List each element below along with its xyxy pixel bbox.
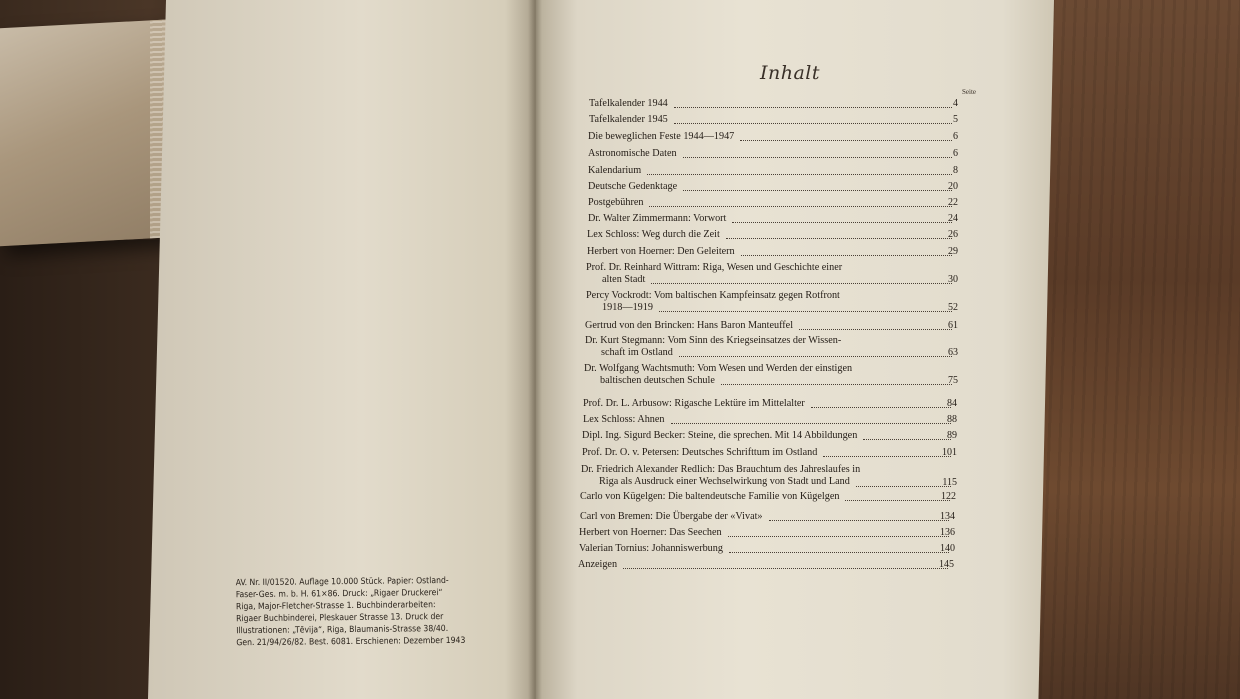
toc-leader-dots (674, 99, 952, 108)
toc-entry-text: Percy Vockrodt: Vom baltischen Kampfeinsatz gegen Rotfront (586, 290, 840, 301)
toc-entry-continuation: baltischen deutschen Schule (600, 375, 715, 386)
toc-entry-continuation: 1918—1919 (602, 302, 653, 313)
toc-entry-continuation: schaft im Ostland (601, 347, 673, 358)
imprint-line: Illustrationen: „Tēvija“, Riga, Blaumanis-Strasse 38/40. (236, 623, 449, 636)
toc-leader-dots (671, 415, 952, 424)
toc-leader-dots (728, 528, 949, 537)
toc-leader-dots (651, 275, 952, 284)
toc-entry-text: Prof. Dr. Reinhard Wittram: Riga, Wesen und Geschichte einer (586, 262, 843, 273)
toc-entry-text: Lex Schloss: Weg durch die Zeit (587, 229, 720, 240)
toc-entry-text: Herbert von Hoerner: Den Geleitern (587, 246, 735, 257)
toc-leader-dots (811, 399, 951, 408)
toc-leader-dots (741, 247, 952, 256)
toc-entry-text: Carlo von Kügelgen: Die baltendeutsche Familie von Kügelgen (580, 491, 840, 502)
toc-page-number: 101 (942, 447, 957, 458)
toc-leader-dots (769, 512, 949, 521)
toc-page-number: 29 (948, 246, 958, 257)
toc-page-number: 75 (948, 375, 958, 386)
toc-page-number: 122 (941, 491, 956, 502)
toc-entry-text: Tafelkalender 1944 (589, 98, 668, 109)
toc-entry-text: Dipl. Ing. Sigurd Becker: Steine, die sprechen. Mit 14 Abbildungen (582, 430, 858, 441)
toc-leader-dots (659, 303, 952, 312)
toc-entry-text: Dr. Wolfgang Wachtsmuth: Vom Wesen und Werden der einstigen (584, 363, 853, 374)
toc-entry-text: Deutsche Gedenktage (588, 181, 678, 192)
toc-entry-text: Anzeigen (578, 559, 618, 570)
toc-page-number: 115 (942, 477, 957, 488)
toc-entry-text: Tafelkalender 1945 (589, 114, 668, 125)
toc-leader-dots (740, 132, 952, 141)
toc-entry-text: Prof. Dr. O. v. Petersen: Deutsches Schrifttum im Ostland (582, 447, 818, 458)
toc-entry-text: Valerian Tornius: Johanniswerbung (579, 543, 723, 554)
toc-page-number: 26 (948, 229, 958, 240)
imprint-line: Rigaer Buchbinderei, Pleskauer Strasse 13. Druck der (236, 611, 444, 624)
toc-leader-dots (674, 115, 952, 124)
toc-page-number: 136 (940, 527, 955, 538)
toc-leader-dots (726, 230, 952, 239)
toc-page-number: 140 (940, 543, 955, 554)
toc-entry-text: Die beweglichen Feste 1944—1947 (588, 131, 735, 142)
toc-entry-text: Lex Schloss: Ahnen (583, 414, 665, 425)
toc-page-number: 84 (947, 398, 957, 409)
toc-entry-text: Astronomische Daten (588, 148, 677, 159)
toc-page-number: 22 (948, 197, 958, 208)
toc-page-number: 61 (948, 320, 958, 331)
toc-leader-dots (647, 166, 952, 175)
imprint-line: AV. Nr. II/01520. Auflage 10.000 Stück. Papier: Ostland- (235, 575, 449, 589)
toc-title: Inhalt (759, 62, 821, 84)
toc-leader-dots (732, 214, 952, 223)
toc-page-number: 20 (948, 181, 958, 192)
toc-entry-continuation: alten Stadt (602, 274, 646, 285)
toc-page-number: 8 (953, 165, 958, 176)
toc-page-number: 24 (948, 213, 958, 224)
toc-page-number: 63 (948, 347, 958, 358)
toc-entry-text: Prof. Dr. L. Arbusow: Rigasche Lektüre im Mittelalter (583, 398, 805, 409)
toc-entry-text: Dr. Walter Zimmermann: Vorwort (588, 213, 727, 224)
toc-leader-dots (683, 149, 952, 158)
toc-page-number: 6 (953, 131, 958, 142)
toc-entry-text: Gertrud von den Brincken: Hans Baron Manteuffel (585, 320, 794, 331)
toc-leader-dots (823, 448, 951, 457)
page-column-header: Seite (962, 88, 976, 96)
toc-entry-text: Dr. Friedrich Alexander Redlich: Das Brauchtum des Jahreslaufes in (581, 464, 861, 475)
imprint-line: Faser-Ges. m. b. H. 61×86. Druck: „Rigaer Druckerei“ (235, 587, 443, 601)
toc-page-number: 145 (939, 559, 954, 570)
toc-page-number: 6 (953, 148, 958, 159)
toc-leader-dots (799, 321, 952, 330)
toc-entry-text: Dr. Kurt Stegmann: Vom Sinn des Kriegseinsatzes der Wissen- (585, 335, 842, 346)
toc-entry-continuation: Riga als Ausdruck einer Wechselwirkung von Stadt und Land (599, 476, 850, 487)
toc-page-number: 88 (947, 414, 957, 425)
toc-entry-text: Kalendarium (588, 165, 642, 176)
toc-page-number: 30 (948, 274, 958, 285)
toc-leader-dots (679, 348, 952, 357)
toc-leader-dots (623, 560, 948, 569)
toc-leader-dots (649, 198, 952, 207)
imprint-line: Gen. 21/94/26/82. Best. 6081. Erschienen: Dezember 1943 (236, 635, 466, 648)
toc-page-number: 134 (940, 511, 955, 522)
toc-leader-dots (683, 182, 952, 191)
toc-entry-text: Carl von Bremen: Die Übergabe der «Vivat» (580, 511, 763, 522)
toc-page-number: 52 (948, 302, 958, 313)
toc-leader-dots (729, 544, 949, 553)
toc-entry-text: Herbert von Hoerner: Das Seechen (579, 527, 722, 538)
toc-entry-text: Postgebühren (588, 197, 644, 208)
toc-page-number: 89 (947, 430, 957, 441)
toc-leader-dots (721, 376, 952, 385)
toc-page-number: 5 (953, 114, 958, 125)
imprint-line: Riga, Major-Fletcher-Strasse 1. Buchbinderarbeiten: (235, 599, 436, 613)
toc-page-number: 4 (953, 98, 958, 109)
